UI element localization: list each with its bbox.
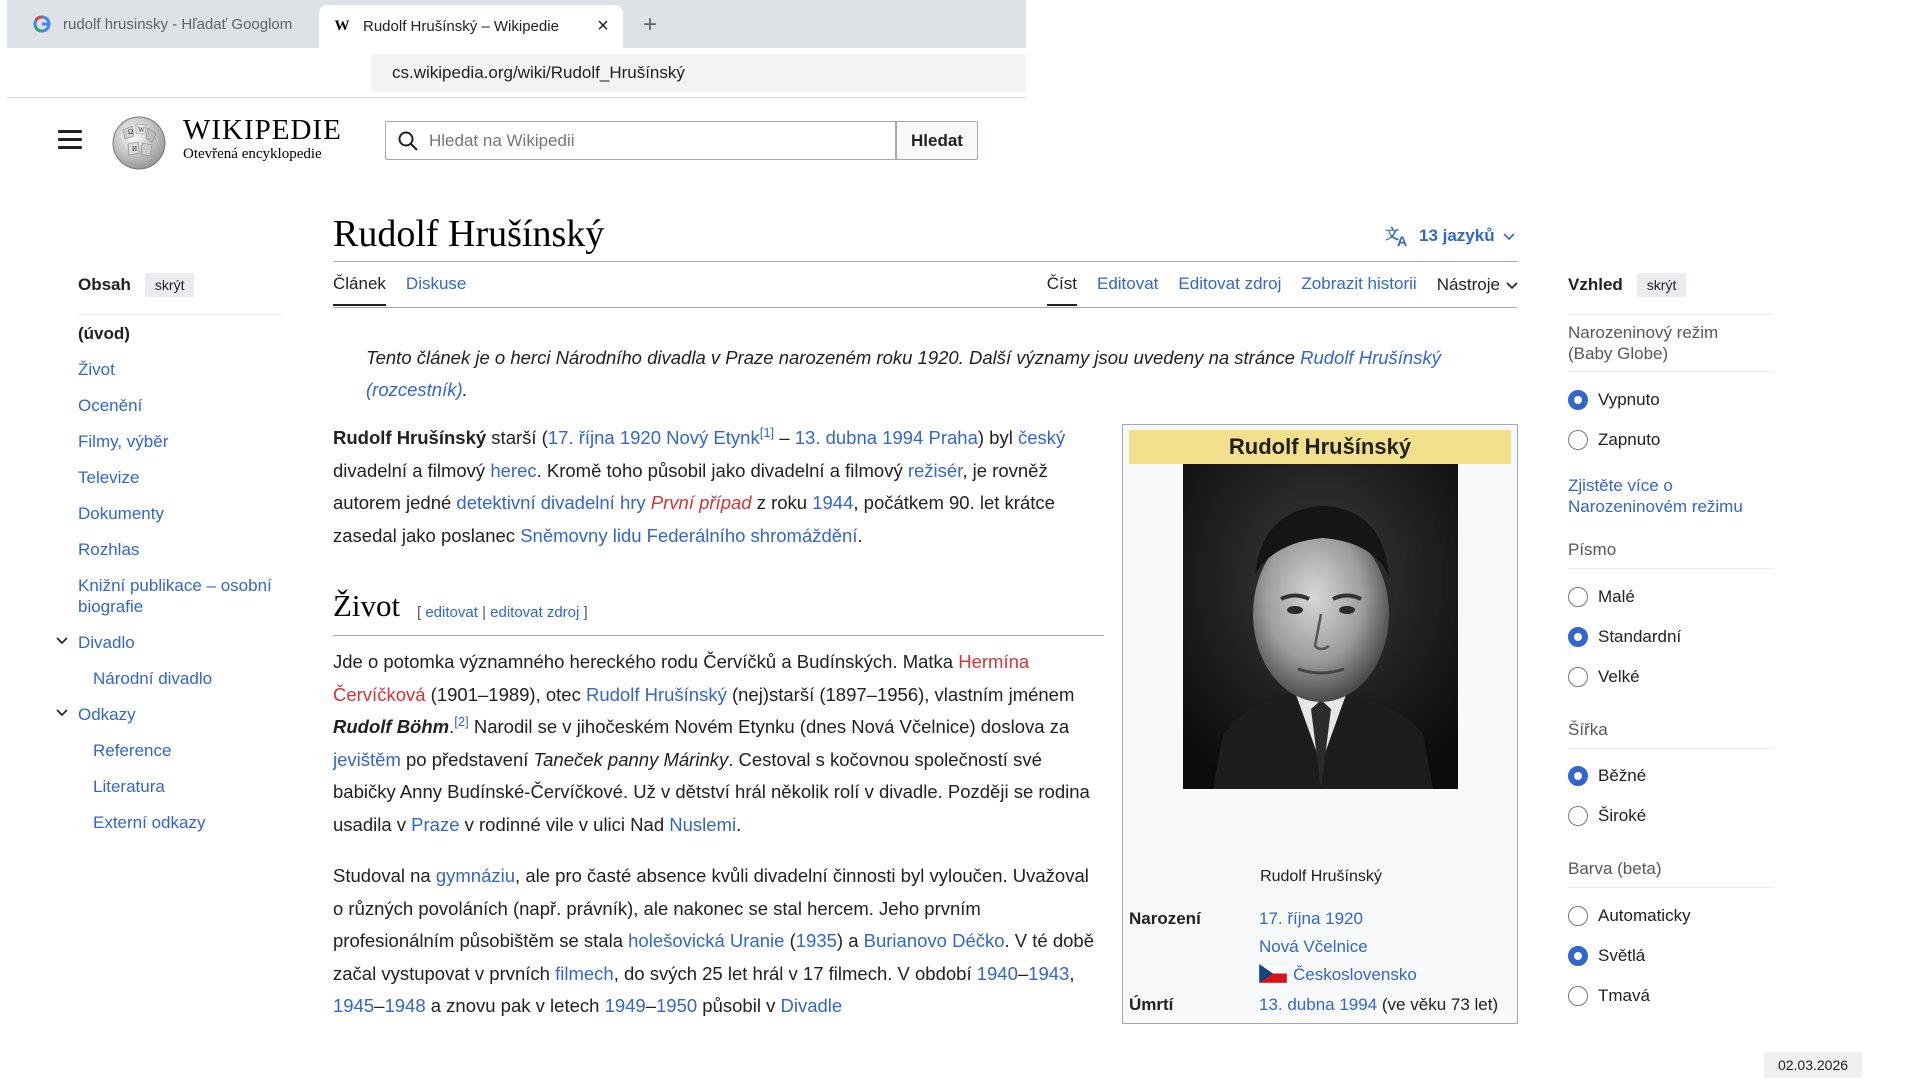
- radio-label: Široké: [1598, 806, 1647, 825]
- language-count: 13 jazyků: [1419, 226, 1495, 245]
- toc-item-televize[interactable]: Televize: [78, 468, 140, 487]
- radio-circle: [1568, 946, 1588, 966]
- radio-circle: [1568, 667, 1588, 687]
- toc-hide-button[interactable]: skrýt: [145, 273, 195, 297]
- divider: [1568, 748, 1773, 749]
- link[interactable]: jevištěm: [333, 748, 401, 770]
- portrait-photo[interactable]: [1183, 464, 1458, 789]
- death-date-link[interactable]: 13. dubna 1994: [1259, 995, 1378, 1014]
- toc-item-label: Odkazy: [78, 705, 136, 724]
- toc-item-divadlo[interactable]: [78, 632, 135, 653]
- tools-label: Nástroje: [1436, 275, 1500, 294]
- toc-header: [78, 270, 283, 315]
- svg-text:A: A: [1397, 233, 1408, 247]
- link[interactable]: Praze: [411, 813, 460, 835]
- tab-diskuse[interactable]: Diskuse: [405, 274, 467, 293]
- width-label: Šířka: [1568, 720, 1608, 739]
- search-icon: [397, 130, 419, 152]
- radio-circle: [1568, 806, 1588, 826]
- tab-zobrazit-historii[interactable]: Zobrazit historii: [1301, 274, 1417, 293]
- address-row: [7, 48, 1026, 98]
- link[interactable]: Rudolf Hrušínský: [585, 683, 727, 705]
- namespace-tabs: [333, 274, 486, 306]
- radio-tmava[interactable]: [1568, 986, 1650, 1006]
- hatnote-text: Tento článek je o herci Národního divadla v Praze narozeném roku 1920. Další významy jsou uvedeny na stránce: [366, 347, 1301, 368]
- tab-google-search[interactable]: [19, 5, 314, 43]
- infobox-title: Rudolf Hrušínský: [1129, 430, 1511, 464]
- browser-chrome: [7, 0, 1026, 97]
- svg-text:文: 文: [1385, 226, 1399, 242]
- toc-item-odkazy[interactable]: [78, 704, 136, 725]
- radio-zapnuto[interactable]: [1568, 430, 1660, 450]
- toc-title: Obsah: [78, 275, 131, 294]
- tab-title: Rudolf Hrušínský – Wikipedie: [363, 18, 559, 35]
- birth-label: Narození: [1129, 909, 1201, 928]
- svg-text:W: W: [138, 126, 145, 134]
- link[interactable]: český: [1017, 427, 1066, 448]
- section-divider: [333, 635, 1104, 636]
- wikipedia-globe-logo[interactable]: [108, 112, 170, 170]
- toc-item-rozhlas[interactable]: Rozhlas: [78, 540, 140, 559]
- redlink[interactable]: První případ: [650, 492, 752, 513]
- divider: [1568, 568, 1773, 569]
- toc-item-label: Divadlo: [78, 633, 135, 652]
- radio-svetla[interactable]: [1568, 946, 1645, 966]
- font-size-label: Písmo: [1568, 540, 1617, 559]
- link[interactable]: detektivní divadelní hry: [456, 492, 646, 513]
- bracket: [: [417, 604, 422, 621]
- radio-circle: [1568, 906, 1588, 926]
- radio-label: Standardní: [1598, 627, 1682, 646]
- wikipedia-tagline: Otevřená encyklopedie: [183, 146, 322, 162]
- redlink[interactable]: Hermína Červíčková: [333, 651, 1030, 705]
- section-edit-links: [417, 604, 588, 621]
- link[interactable]: holešovická Uranie: [628, 930, 785, 951]
- radio-label: Automaticky: [1598, 906, 1691, 925]
- link[interactable]: 1944: [812, 492, 854, 513]
- page-title: Rudolf Hrušínský: [333, 213, 605, 255]
- divider: [1568, 887, 1773, 888]
- divider: [1568, 314, 1773, 315]
- new-tab-button[interactable]: +: [642, 11, 657, 38]
- svg-text:И: И: [132, 145, 138, 153]
- tab-clanek[interactable]: Článek: [333, 274, 386, 306]
- birthday-mode-label: Narozeninový režim (Baby Globe): [1568, 323, 1719, 363]
- radio-vypnuto[interactable]: [1568, 390, 1660, 410]
- svg-text:Ω: Ω: [128, 128, 134, 136]
- infobox: [1122, 424, 1518, 1024]
- link[interactable]: 1940: [976, 962, 1018, 984]
- zivot-paragraph-1: Jde o potomka významného hereckého rodu Červíčků a Budínských. Matka Hermína Červíčková (1901–1989), otec Rudolf Hrušínský (nej)starší (1897–1956), vlastním jménem Rudolf Böhm.[2] Narodil se v jihočeském Novém Etynku (dnes Nová Včelnice) doslova za jevištěm po představení Taneček panny Márinky. Cestoval s kočovnou společností své babičky Anny Budínské-Červíčkové. Už v dětství hrál několik rolí v divadle. Později se rodina usadila v Praze v rodinné vile v ulici Nad Nuslemi.: [333, 651, 1090, 835]
- radio-circle: [1568, 986, 1588, 1006]
- link[interactable]: 1943: [1028, 962, 1070, 984]
- birth-place-link[interactable]: Nová Včelnice: [1259, 937, 1368, 956]
- radio-label: Velké: [1598, 667, 1640, 686]
- death-label: Úmrtí: [1129, 995, 1174, 1014]
- radio-circle: [1568, 627, 1588, 647]
- wikipedia-icon: W: [334, 18, 350, 34]
- hatnote-link[interactable]: Rudolf Hrušínský (rozcestník): [366, 347, 1441, 400]
- link[interactable]: 1949: [604, 995, 646, 1016]
- bracket: ]: [583, 604, 588, 621]
- close-tab-icon[interactable]: ×: [597, 15, 609, 37]
- link[interactable]: 13. dubna 1994: [794, 427, 924, 448]
- appearance-header: [1568, 270, 1686, 300]
- translate-icon: [1385, 225, 1411, 247]
- radio-label: Vypnuto: [1598, 390, 1660, 409]
- link[interactable]: herec: [490, 459, 537, 481]
- toc-item-narodni-divadlo[interactable]: Národní divadlo: [93, 669, 213, 688]
- link[interactable]: 1945: [333, 995, 375, 1016]
- radio-male[interactable]: [1568, 587, 1635, 607]
- section-edit-link[interactable]: editovat: [425, 604, 478, 621]
- language-button[interactable]: [1385, 225, 1515, 247]
- chevron-down-icon: [1503, 230, 1515, 242]
- link[interactable]: 1948: [384, 995, 426, 1016]
- link[interactable]: Divadle: [780, 995, 843, 1016]
- tabs-divider: [333, 307, 1517, 308]
- radio-label: Zapnuto: [1598, 430, 1661, 449]
- table-of-contents: [78, 270, 283, 832]
- wikipedia-wordmark[interactable]: WIKIPEDIE: [183, 114, 342, 146]
- radio-label: Světlá: [1598, 946, 1646, 965]
- chevron-down-icon[interactable]: [56, 707, 68, 719]
- appearance-title: Vzhled: [1568, 275, 1623, 294]
- chevron-down-icon: [1506, 279, 1518, 291]
- toc-item-dokumenty[interactable]: Dokumenty: [78, 504, 164, 523]
- link[interactable]: Nový Etynk: [666, 427, 760, 448]
- chevron-down-icon[interactable]: [56, 635, 68, 647]
- toc-item-oceneni[interactable]: Ocenění: [78, 396, 143, 415]
- link[interactable]: 17. října 1920: [547, 427, 661, 448]
- link[interactable]: filmech: [555, 962, 614, 984]
- intro-paragraph: Rudolf Hrušínský starší (17. října 1920 Nový Etynk[1] – 13. dubna 1994 Praha) byl český divadelní a filmový herec. Kromě toho působil jako divadelní a filmový režisér, je rovněž autorem jedné detektivní divadelní hry První případ z roku 1944, počátkem 90. let krátce zasedal jako poslanec Sněmovny lidu Federálního shromáždění.: [333, 424, 1066, 546]
- tab-editovat[interactable]: Editovat: [1096, 274, 1159, 293]
- birth-date-link[interactable]: 17. října 1920: [1259, 909, 1363, 928]
- link[interactable]: Praha: [928, 427, 978, 448]
- link[interactable]: režisér: [907, 459, 963, 481]
- hatnote-end: .: [462, 379, 468, 400]
- radio-circle: [1568, 430, 1588, 450]
- radio-circle: [1568, 766, 1588, 786]
- radio-automaticky[interactable]: [1568, 906, 1691, 926]
- tab-title: rudolf hrusinsky - Hľadať Googlom: [63, 15, 293, 33]
- radio-standardni[interactable]: [1568, 627, 1681, 647]
- link[interactable]: Nuslemi: [669, 813, 737, 835]
- tools-menu[interactable]: [1437, 274, 1518, 306]
- radio-label: Běžné: [1598, 766, 1647, 785]
- google-icon: [33, 15, 51, 33]
- color-label: Barva (beta): [1568, 859, 1662, 878]
- czechoslovakia-flag-icon: [1259, 964, 1287, 983]
- toc-item-zivot[interactable]: Život: [78, 360, 115, 379]
- radio-circle: [1568, 390, 1588, 410]
- birth-value: [1259, 905, 1417, 989]
- search-button[interactable]: Hledat: [896, 121, 978, 160]
- reference-link[interactable]: [1]: [759, 424, 775, 440]
- link[interactable]: Sněmovny lidu Federálního shromáždění: [520, 524, 858, 546]
- link[interactable]: 1950: [656, 995, 698, 1016]
- zivot-paragraph-2: Studoval na gymnáziu, ale pro časté absence kvůli divadelní činnosti byl vyloučen. Uvažoval o různých povoláních (např. právník), ale nakonec se stal hercem. Jeho prvním profesionálním působištěm se stala holešovická Uranie (1935) a Burianovo Déčko. V té době začal vystupovat v prvních filmech, do svých 25 let hrál v 17 filmech. V období 1940–1943, 1945–1948 a znovu pak v letech 1949–1950 působil v Divadle: [333, 865, 1095, 1016]
- section-edit-source-link[interactable]: editovat zdroj: [490, 604, 580, 621]
- title-divider: [333, 261, 1517, 262]
- toc-item-reference[interactable]: Reference: [93, 741, 172, 760]
- radio-bezne[interactable]: [1568, 766, 1646, 786]
- view-tabs: [1027, 274, 1518, 306]
- toc-item-literatura[interactable]: Literatura: [93, 777, 165, 796]
- link[interactable]: gymnáziu: [435, 865, 516, 886]
- search-input[interactable]: [427, 130, 895, 152]
- address-bar[interactable]: cs.wikipedia.org/wiki/Rudolf_Hrušínský: [371, 54, 1026, 92]
- divider: [1568, 371, 1773, 372]
- radio-circle: [1568, 587, 1588, 607]
- toc-item-externi-odkazy[interactable]: Externí odkazy: [93, 813, 206, 832]
- hatnote: [366, 342, 1446, 406]
- radio-velke[interactable]: [1568, 667, 1640, 687]
- toc-item-filmy[interactable]: Filmy, výběr: [78, 432, 169, 451]
- tab-editovat-zdroj[interactable]: Editovat zdroj: [1178, 274, 1282, 293]
- reference-link[interactable]: [2]: [454, 713, 469, 729]
- taskbar-date: 02.03.2026: [1764, 1052, 1862, 1078]
- separator: |: [482, 604, 486, 621]
- photo-caption: Rudolf Hrušínský: [1260, 868, 1382, 885]
- tab-strip: [7, 0, 1026, 48]
- link[interactable]: Burianovo Déčko: [863, 930, 1005, 951]
- death-value: [1259, 991, 1509, 1019]
- main-menu-icon[interactable]: [58, 130, 82, 152]
- tab-wikipedia[interactable]: [319, 5, 623, 48]
- death-age: (ve věku 73 let): [1377, 995, 1499, 1014]
- link[interactable]: 1935: [795, 930, 837, 951]
- toc-item-intro[interactable]: (úvod): [78, 324, 130, 343]
- tab-cist[interactable]: Číst: [1047, 274, 1077, 306]
- radio-label: Malé: [1598, 587, 1635, 606]
- birthday-mode-learn-more-link[interactable]: Zjistěte více o Narozeninovém režimu: [1568, 476, 1743, 516]
- radio-siroke[interactable]: [1568, 806, 1646, 826]
- radio-label: Tmavá: [1598, 986, 1650, 1005]
- birth-country-link[interactable]: Československo: [1293, 965, 1417, 984]
- section-heading-zivot: Život: [333, 588, 401, 623]
- search-box[interactable]: [385, 121, 896, 160]
- toc-item-knizni-publikace[interactable]: Knižní publikace – osobní biografie: [78, 576, 272, 616]
- appearance-hide-button[interactable]: skrýt: [1637, 273, 1687, 297]
